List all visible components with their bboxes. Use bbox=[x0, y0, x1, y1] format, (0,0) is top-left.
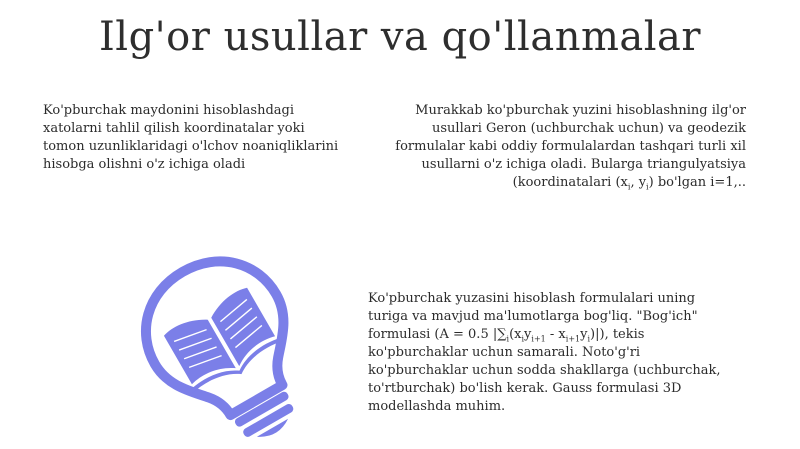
paragraph-right: Murakkab ko'pburchak yuzini hisoblashning ilg'or usullari Geron (uchburchak uchun) va geodezik formulalar kabi oddiy formulalardan tashqari turli xil usullarni o'z ichiga oladi. Bularga triangulyatsiya (koordinatalari ($x_i$, $y_i$) bo'lgan i=1,.. bbox=[395, 103, 746, 192]
paragraph-left: Ko'pburchak maydonini hisoblashdagi xatolarni tahlil qilish koordinatalar yoki tomon uzunliklaridagi o'lchov noaniqliklarini hisobga olishni o'z ichiga oladi bbox=[43, 103, 339, 172]
paragraph-bottom: Ko'pburchak yuzasini hisoblash formulalari uning turiga va mavjud ma'lumotlarga bog'liq. "Bog'ich" formulasi (A = 0.5 $|\sum_i(x_iy_{i+1} - x_{i+1}y_i)|$), tekis ko'pburchaklar uchun samarali. Noto'g'ri ko'pburchaklar uchun sodda shakllarga (uchburchak, to'rtburchak) bo'lish kerak. Gauss formulasi 3D modellashda muhim. bbox=[368, 291, 721, 414]
slide-title: Ilg'or usullar va qo'llanmalar bbox=[98, 14, 701, 60]
lightbulb-book-icon bbox=[135, 252, 320, 447]
